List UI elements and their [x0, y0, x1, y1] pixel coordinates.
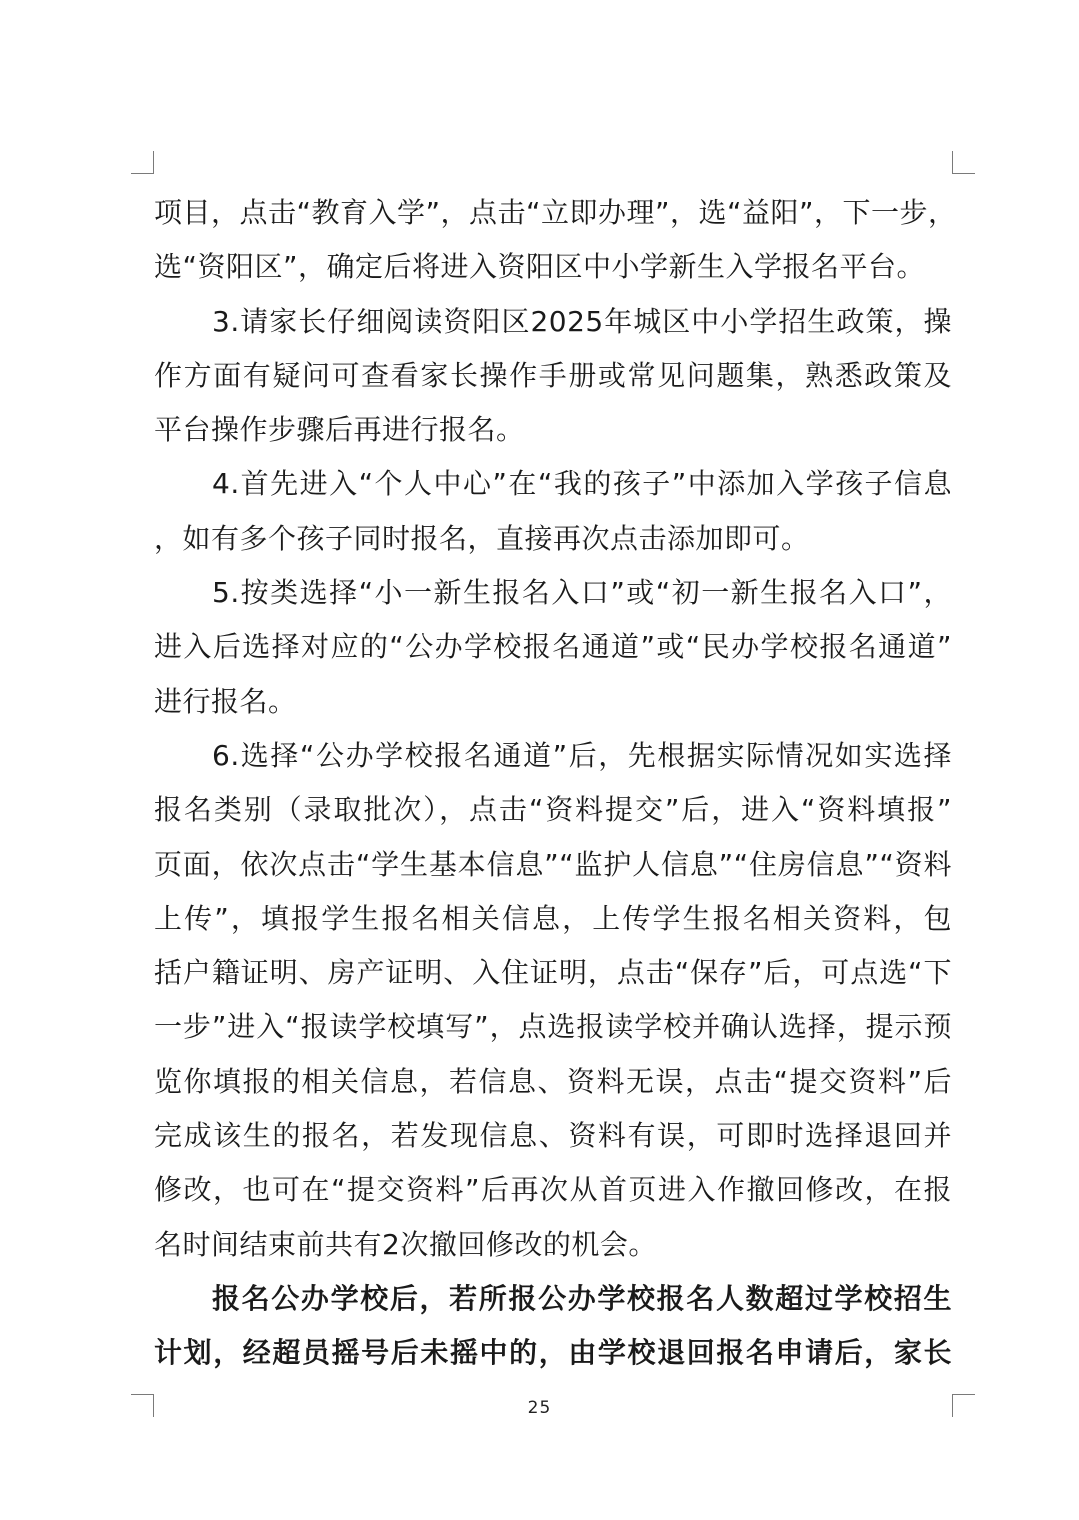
- text-line: 页面，依次点击“学生基本信息”“监护人信息”“住房信息”“资料: [154, 847, 952, 881]
- text-line: 项目，点击“教育入学”，点击“立即办理”，选“益阳”，下一步，: [154, 196, 957, 229]
- text-line: 名时间结束前共有2次撤回修改的机会。: [154, 1227, 657, 1261]
- document-body: [154, 186, 957, 1381]
- text-line: 修改，也可在“提交资料”后再次从首页进入作撤回修改，在报: [154, 1173, 952, 1207]
- text-line: 上传”，填报学生报名相关信息，上传学生报名相关资料，包: [154, 901, 952, 935]
- text-line-bold: 计划，经超员摇号后未摇中的，由学校退回报名申请后，家长: [154, 1336, 952, 1370]
- text-line: 4.首先进入“个人中心”在“我的孩子”中添加入学孩子信息: [212, 467, 952, 501]
- text-line: 5.按类选择“小一新生报名入口”或“初一新生报名入口”，: [212, 576, 952, 610]
- text-line: ，如有多个孩子同时报名，直接再次点击添加即可。: [154, 521, 810, 555]
- text-line: 6.选择“公办学校报名通道”后，先根据实际情况如实选择: [212, 738, 952, 772]
- text-line: 完成该生的报名，若发现信息、资料有误，可即时选择退回并: [154, 1119, 952, 1153]
- text-line: 进行报名。: [154, 684, 297, 718]
- text-line: 进入后选择对应的“公办学校报名通道”或“民办学校报名通道”: [154, 630, 952, 664]
- corner-mark-top-left: [131, 151, 154, 174]
- text-line: 选“资阳区”，确定后将进入资阳区中小学新生入学报名平台。: [154, 250, 926, 284]
- text-line: 3.请家长仔细阅读资阳区2025年城区中小学招生政策，操: [212, 304, 952, 338]
- text-line: 一步”进入“报读学校填写”，点选报读学校并确认选择，提示预: [154, 1010, 952, 1044]
- page-number: 25: [527, 1398, 552, 1418]
- text-line: 览你填报的相关信息，若信息、资料无误，点击“提交资料”后: [154, 1064, 952, 1098]
- text-line: 平台操作步骤后再进行报名。: [154, 413, 525, 447]
- text-line: 作方面有疑问可查看家长操作手册或常见问题集，熟悉政策及: [154, 358, 952, 392]
- text-line: 报名类别（录取批次），点击“资料提交”后，进入“资料填报”: [154, 793, 952, 827]
- text-line: 括户籍证明、房产证明、入住证明，点击“保存”后，可点选“下: [154, 956, 952, 990]
- corner-mark-top-right: [952, 151, 975, 174]
- text-line-bold: 报名公办学校后，若所报公办学校报名人数超过学校招生: [212, 1281, 952, 1315]
